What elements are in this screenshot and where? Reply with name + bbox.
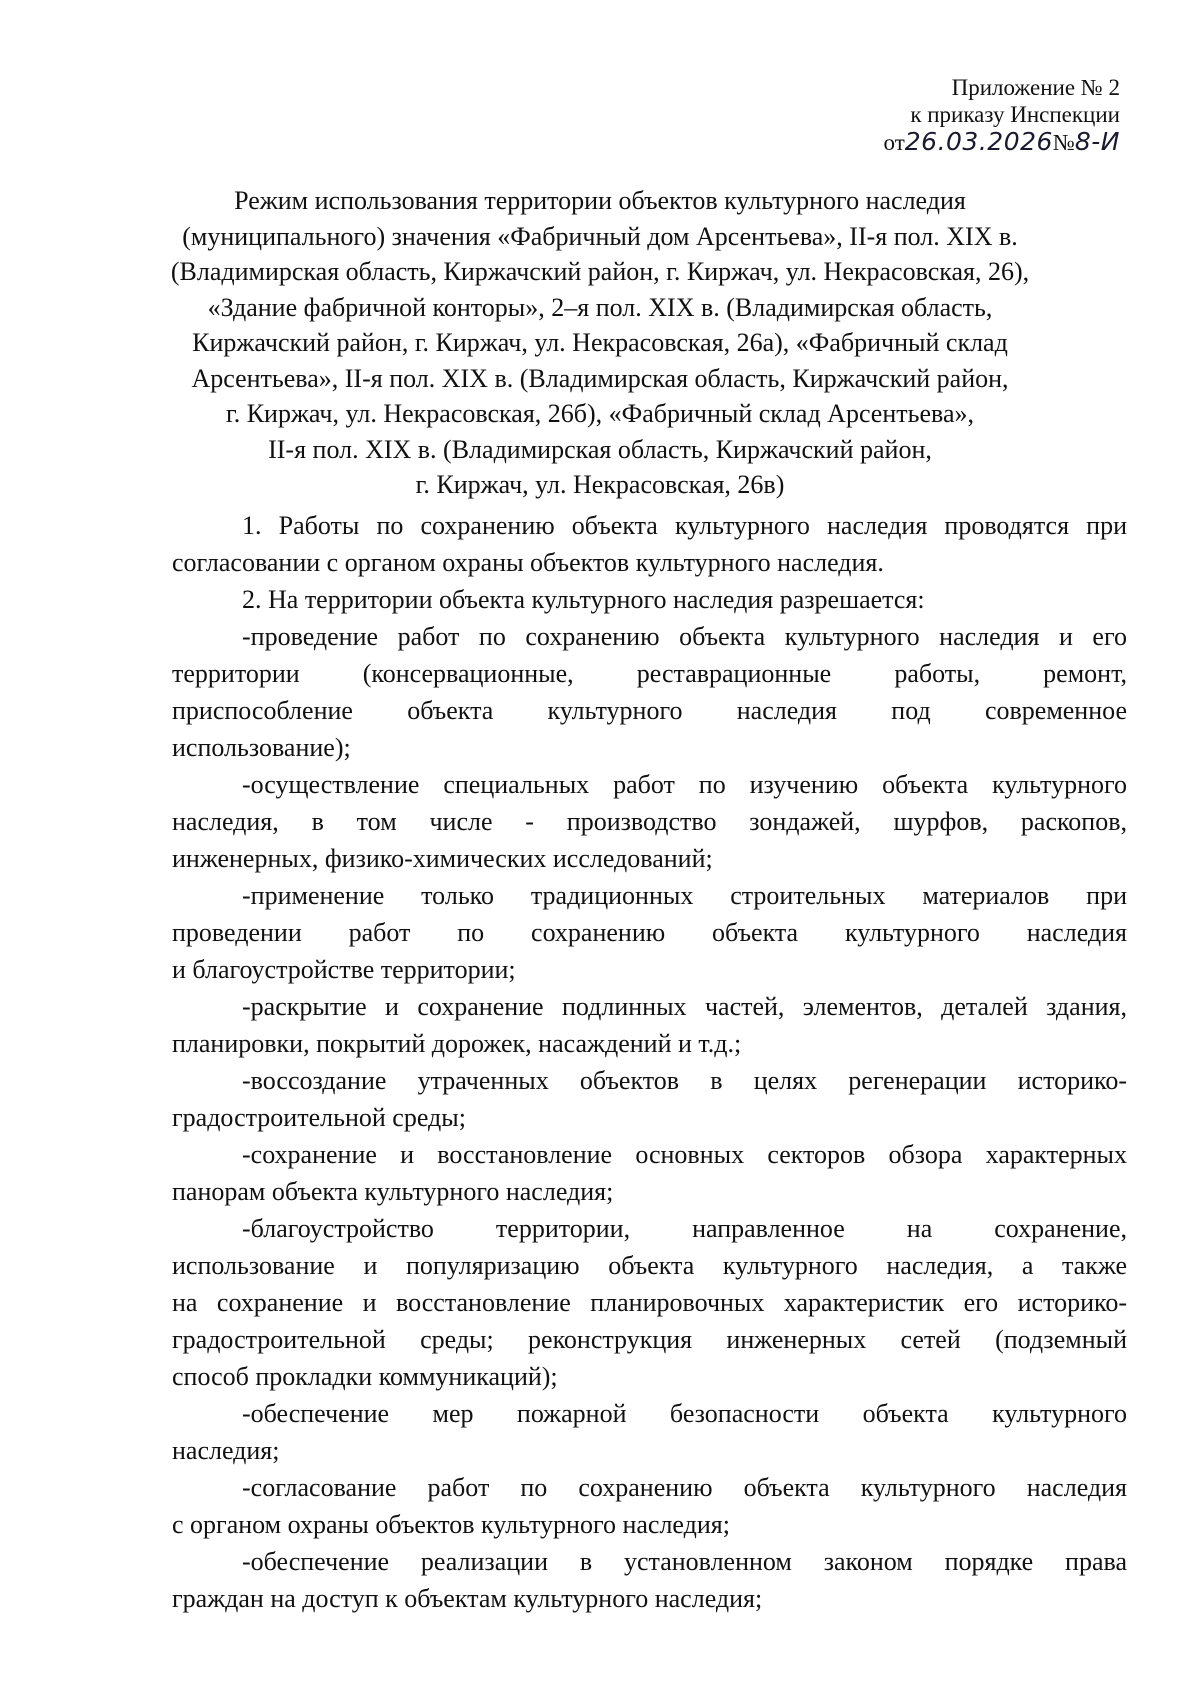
paragraph-line: 1. Работы по сохранению объекта культурного наследия проводятся при [242,511,1127,540]
paragraph-line: -раскрытие и сохранение подлинных частей, элементов, деталей здания, [242,992,1127,1021]
paragraph [172,877,1127,988]
paragraph-line: -проведение работ по сохранению объекта культурного наследия и его [242,622,1127,651]
order-number-sign: № [1052,130,1075,155]
paragraph-line: наследия, в том числе - производство зондажей, шурфов, раскопов, [172,807,1127,836]
paragraph-line: территории (консервационные, реставрационные работы, ремонт, [172,659,1127,688]
paragraph-line: способ прокладки коммуникаций); [172,1362,558,1391]
paragraph-line: проведении работ по сохранению объекта культурного наследия [172,918,1127,947]
paragraph-line: градостроительной среды; реконструкция инженерных сетей (подземный [172,1325,1127,1354]
handwritten-number: 8-И [1074,127,1120,156]
paragraph-line: приспособление объекта культурного наследия под современное [172,696,1127,725]
paragraph-line: -применение только традиционных строительных материалов при [242,881,1127,910]
title-line: Арсентьева», II-я пол. XIX в. (Владимирская область, Киржачский район, [191,363,1009,393]
title-line: г. Киржач, ул. Некрасовская, 26б), «Фабричный склад Арсентьева», [225,399,974,428]
attachment-number: Приложение № 2 [951,75,1120,100]
title-line: «Здание фабричной конторы», 2–я пол. XIX в. (Владимирская область, [207,292,993,322]
paragraph-line: панорам объекта культурного наследия; [172,1177,614,1206]
paragraph-line: -согласование работ по сохранению объекта культурного наследия [242,1473,1127,1502]
paragraph-line: инженерных, физико-химических исследований; [172,844,713,873]
paragraph [172,1469,1127,1543]
title-line: (муниципального) значения «Фабричный дом Арсентьева», II-я пол. XIX в. [182,221,1018,251]
paragraph-line: -благоустройство территории, направленное на сохранение, [242,1214,1127,1243]
paragraph-line: -обеспечение реализации в установленном законом порядке права [242,1547,1127,1576]
paragraph-line: наследия; [172,1436,280,1465]
title-line: Режим использования территории объектов культурного наследия [234,186,966,215]
document-body [172,507,1127,1617]
paragraph-line: планировки, покрытий дорожек, насаждений и т.д.; [172,1029,742,1058]
paragraph-line: 2. На территории объекта культурного наследия разрешается: [242,585,925,614]
paragraph-line: использование); [172,733,351,762]
title-line: (Владимирская область, Киржачский район, г. Киржач, ул. Некрасовская, 26), [170,257,1030,286]
title-line: г. Киржач, ул. Некрасовская, 26в) [415,470,785,499]
paragraph [172,618,1127,766]
paragraph-line: с органом охраны объектов культурного наследия; [172,1510,730,1539]
paragraph [172,507,1127,581]
paragraph-line: -сохранение и восстановление основных секторов обзора характерных [242,1140,1127,1169]
paragraph-line: согласовании с органом охраны объектов культурного наследия. [172,548,884,577]
paragraph-line: -воссоздание утраченных объектов в целях регенерации историко- [242,1066,1127,1095]
order-prefix: от [883,130,905,155]
handwritten-date: 26.03.2026 [904,127,1053,156]
paragraph [172,988,1127,1062]
title-line: II-я пол. XIX в. (Владимирская область, Киржачский район, [268,434,932,464]
paragraph-line: градостроительной среды; [172,1103,466,1132]
paragraph-line: граждан на доступ к объектам культурного наследия; [172,1584,763,1613]
paragraph-line: использование и популяризацию объекта культурного наследия, а также [172,1251,1127,1280]
paragraph [172,1136,1127,1210]
paragraph [172,1395,1127,1469]
paragraph [172,581,1127,618]
document-title [160,183,1040,503]
attachment-header [740,74,1120,156]
paragraph-line: и благоустройстве территории; [172,955,516,984]
order-reference: к приказу Инспекции [910,102,1120,127]
paragraph [172,1543,1127,1617]
order-date-line [740,128,1120,156]
paragraph [172,766,1127,877]
paragraph-line: на сохранение и восстановление планировочных характеристик его историко- [172,1288,1127,1317]
paragraph-line: -обеспечение мер пожарной безопасности объекта культурного [242,1399,1127,1428]
paragraph [172,1210,1127,1395]
paragraph-line: -осуществление специальных работ по изучению объекта культурного [242,770,1127,799]
title-line: Киржачский район, г. Киржач, ул. Некрасовская, 26а), «Фабричный склад [192,328,1008,357]
paragraph [172,1062,1127,1136]
